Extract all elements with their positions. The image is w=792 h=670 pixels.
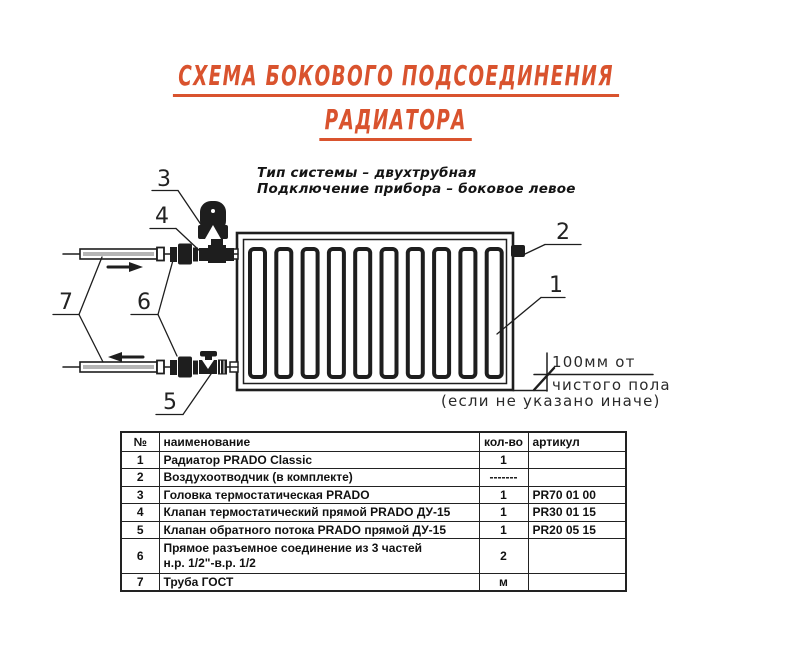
table-row xyxy=(121,521,626,539)
row-name xyxy=(159,539,479,574)
table-row xyxy=(121,574,626,592)
callout-3-number: 3 xyxy=(157,167,171,192)
row-article: PR20 05 15 xyxy=(528,521,626,539)
header-num: № xyxy=(121,432,159,451)
parts-table-header-row xyxy=(121,432,626,451)
flow-arrow-supply xyxy=(108,262,143,272)
row-qty: ------- xyxy=(479,469,528,487)
row-qty: 1 xyxy=(479,504,528,522)
row-article: PR30 01 15 xyxy=(528,504,626,522)
header-article: артикул xyxy=(528,432,626,451)
supply-pipe xyxy=(63,248,171,261)
table-row xyxy=(121,451,626,469)
callout-4-number: 4 xyxy=(155,204,169,229)
thermostatic-head xyxy=(198,201,228,239)
row-name-line1: Прямое разъемное соединение из 3 частей xyxy=(163,541,423,555)
row-article xyxy=(528,451,626,469)
row-num: 6 xyxy=(121,539,159,574)
row-name-line2: н.р. 1/2"-в.р. 1/2 xyxy=(163,556,256,570)
thermostatic-valve xyxy=(199,237,238,263)
table-row xyxy=(121,539,626,574)
row-qty: 1 xyxy=(479,486,528,504)
page-title-line2: РАДИАТОРА xyxy=(320,106,473,141)
callout-6-number: 6 xyxy=(137,290,151,315)
header-name: наименование xyxy=(159,432,479,451)
callout-2-number: 2 xyxy=(556,220,570,245)
callout-leader-2 xyxy=(525,245,581,255)
row-num: 4 xyxy=(121,504,159,522)
row-num: 7 xyxy=(121,574,159,592)
row-num: 1 xyxy=(121,451,159,469)
row-name: Клапан обратного потока PRADO прямой ДУ-15 xyxy=(159,521,479,539)
header-qty: кол-во xyxy=(479,432,528,451)
dimension-text-note: (если не указано иначе) xyxy=(441,392,661,410)
row-article: PR70 01 00 xyxy=(528,486,626,504)
row-num: 2 xyxy=(121,469,159,487)
table-row xyxy=(121,486,626,504)
system-note-type: Тип системы – двухтрубная xyxy=(257,165,477,181)
union-fitting-bottom xyxy=(170,357,198,378)
radiator-body xyxy=(230,233,513,390)
table-row xyxy=(121,469,626,487)
row-article xyxy=(528,469,626,487)
callout-7-number: 7 xyxy=(59,290,73,315)
row-name: Воздухоотводчик (в комплекте) xyxy=(159,469,479,487)
return-pipe xyxy=(63,361,171,374)
air-vent xyxy=(511,245,525,257)
callout-5-number: 5 xyxy=(163,390,177,415)
system-note-connection: Подключение прибора – боковое левое xyxy=(257,181,576,197)
page-title-line1: СХЕМА БОКОВОГО ПОДСОЕДИНЕНИЯ xyxy=(173,62,619,97)
row-num: 3 xyxy=(121,486,159,504)
row-qty: 2 xyxy=(479,539,528,574)
dimension-text-value: 100мм от xyxy=(552,353,636,371)
parts-table xyxy=(120,431,627,592)
row-qty: 1 xyxy=(479,521,528,539)
row-name: Клапан термостатический прямой PRADO ДУ-15 xyxy=(159,504,479,522)
row-num: 5 xyxy=(121,521,159,539)
row-name: Радиатор PRADO Classic xyxy=(159,451,479,469)
row-name: Головка термостатическая PRADO xyxy=(159,486,479,504)
table-row xyxy=(121,504,626,522)
dimension-text-reference: чистого пола xyxy=(552,376,671,394)
callout-1-number: 1 xyxy=(549,273,563,298)
row-qty: 1 xyxy=(479,451,528,469)
row-name: Труба ГОСТ xyxy=(159,574,479,592)
row-article xyxy=(528,574,626,592)
row-qty: м xyxy=(479,574,528,592)
flow-arrow-return xyxy=(108,352,143,362)
row-article xyxy=(528,539,626,574)
